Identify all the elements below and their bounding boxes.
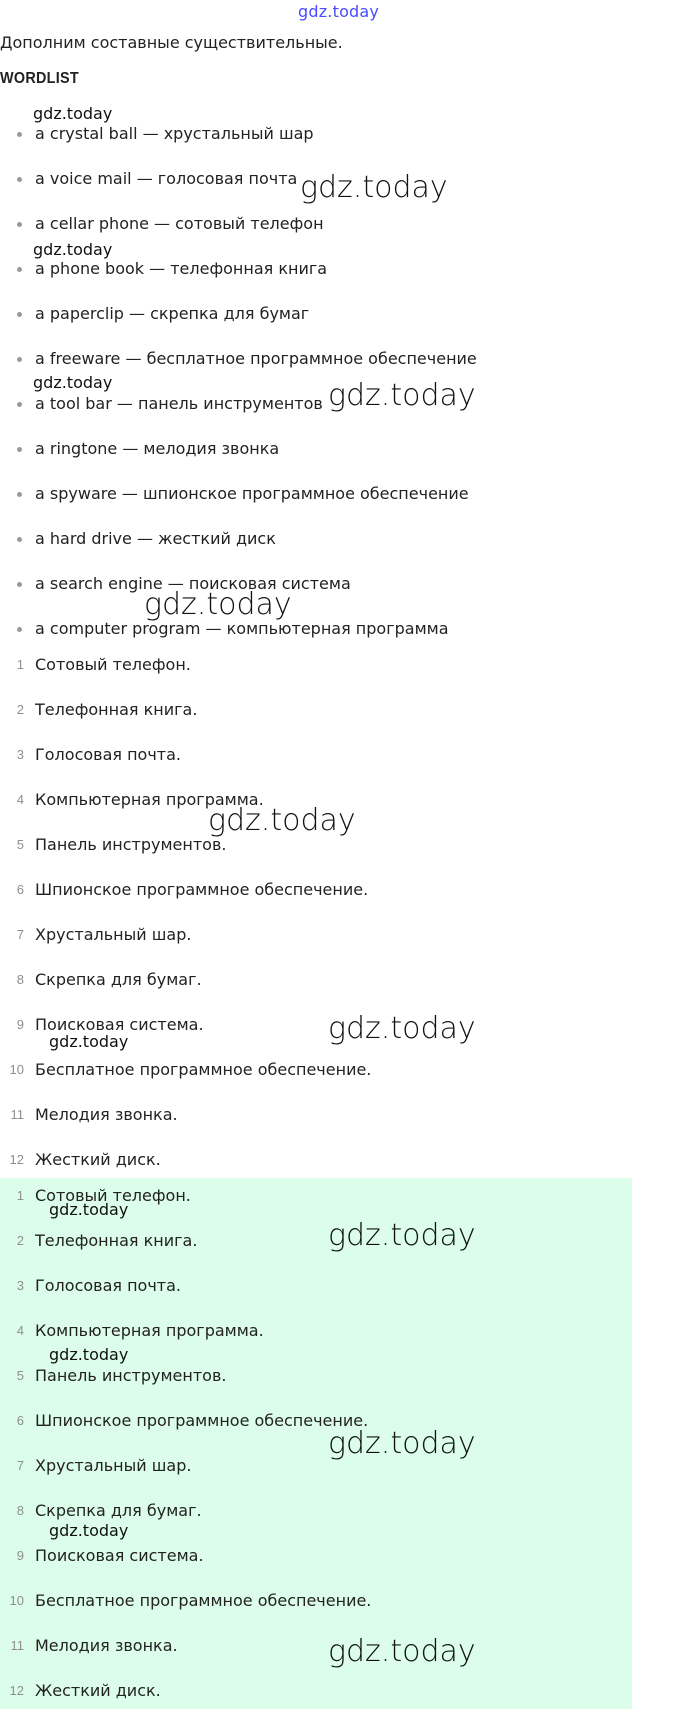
wordlist-item-text: a search engine — поисковая система (35, 574, 351, 593)
watermark: gdz.today (328, 378, 476, 413)
item-number: 5 (16, 837, 24, 852)
watermark: gdz.today (300, 170, 448, 205)
exercise-item-text: Телефонная книга. (35, 700, 198, 719)
wordlist-item-text: a voice mail — голосовая почта (35, 169, 298, 188)
exercise-item-text: Голосовая почта. (35, 745, 182, 764)
bullet-icon (17, 222, 22, 227)
answer-item-text: Телефонная книга. (35, 1231, 198, 1250)
wordlist-item-text: a ringtone — мелодия звонка (35, 439, 280, 458)
answer-item-text: Поисковая система. (35, 1546, 204, 1565)
watermark: gdz.today (328, 1011, 476, 1046)
watermark: gdz.today (328, 1218, 476, 1253)
item-number: 11 (10, 1107, 24, 1122)
watermark: gdz.today (33, 104, 113, 123)
answer-item-text: Мелодия звонка. (35, 1636, 178, 1655)
bullet-icon (17, 537, 22, 542)
exercise-item-text: Шпионское программное обеспечение. (35, 880, 369, 899)
exercise-item-text: Панель инструментов. (35, 835, 227, 854)
item-number: 2 (16, 702, 24, 717)
answer-item-text: Хрустальный шар. (35, 1456, 192, 1475)
watermark: gdz.today (33, 240, 113, 259)
watermark: gdz.today (49, 1032, 129, 1051)
wordlist-item-text: a hard drive — жесткий диск (35, 529, 276, 548)
exercise-item-text: Скрепка для бумаг. (35, 970, 202, 989)
item-number: 8 (16, 972, 24, 987)
exercise-item-text: Компьютерная программа. (35, 790, 264, 809)
exercise-item-text: Сотовый телефон. (35, 655, 191, 674)
item-number: 7 (16, 927, 24, 942)
watermark: gdz.today (49, 1200, 129, 1219)
bullet-icon (17, 312, 22, 317)
exercise-item-text: Поисковая система. (35, 1015, 204, 1034)
item-number: 4 (16, 1323, 24, 1338)
watermark: gdz.today (208, 803, 356, 838)
intro-text: Дополним составные существительные. (0, 33, 343, 52)
item-number: 9 (16, 1548, 24, 1563)
answer-item-text: Сотовый телефон. (35, 1186, 191, 1205)
item-number: 1 (16, 657, 24, 672)
watermark: gdz.today (328, 1426, 476, 1461)
bullet-icon (17, 447, 22, 452)
watermark: gdz.today (49, 1521, 129, 1540)
answer-item-text: Бесплатное программное обеспечение. (35, 1591, 372, 1610)
site-logo[interactable]: gdz.today (298, 2, 380, 21)
item-number: 9 (16, 1017, 24, 1032)
item-number: 12 (9, 1683, 24, 1698)
answer-item-text: Скрепка для бумаг. (35, 1501, 202, 1520)
item-number: 1 (16, 1188, 24, 1203)
watermark: gdz.today (328, 1634, 476, 1669)
item-number: 10 (9, 1593, 24, 1608)
bullet-icon (17, 627, 22, 632)
bullet-icon (17, 177, 22, 182)
answer-item-text: Голосовая почта. (35, 1276, 182, 1295)
answer-item-text: Компьютерная программа. (35, 1321, 264, 1340)
item-number: 7 (16, 1458, 24, 1473)
bullet-icon (17, 492, 22, 497)
bullet-icon (17, 402, 22, 407)
exercise-item-text: Жесткий диск. (35, 1150, 161, 1169)
watermark: gdz.today (33, 373, 113, 392)
bullet-icon (17, 357, 22, 362)
wordlist-item-text: a phone book — телефонная книга (35, 259, 328, 278)
answer-block (0, 1178, 632, 1709)
answer-item-text: Шпионское программное обеспечение. (35, 1411, 369, 1430)
item-number: 10 (9, 1062, 24, 1077)
item-number: 11 (10, 1638, 24, 1653)
item-number: 8 (16, 1503, 24, 1518)
wordlist-item-text: a computer program — компьютерная программа (35, 619, 449, 638)
item-number: 2 (16, 1233, 24, 1248)
item-number: 3 (16, 747, 24, 762)
wordlist-item-text: a cellar phone — сотовый телефон (35, 214, 324, 233)
item-number: 5 (16, 1368, 24, 1383)
item-number: 6 (16, 882, 24, 897)
wordlist-item-text: a spyware — шпионское программное обеспечение (35, 484, 469, 503)
watermark: gdz.today (49, 1345, 129, 1364)
bullet-icon (17, 132, 22, 137)
wordlist-heading: WORDLIST (0, 70, 79, 87)
wordlist-item-text: a freeware — бесплатное программное обеспечение (35, 349, 477, 368)
item-number: 6 (16, 1413, 24, 1428)
wordlist-item-text: a paperclip — скрепка для бумаг (35, 304, 310, 323)
answer-item-text: Панель инструментов. (35, 1366, 227, 1385)
wordlist-item-text: a crystal ball — хрустальный шар (35, 124, 314, 143)
watermark: gdz.today (144, 587, 292, 622)
exercise-item-text: Хрустальный шар. (35, 925, 192, 944)
wordlist-item-text: a tool bar — панель инструментов (35, 394, 323, 413)
exercise-item-text: Бесплатное программное обеспечение. (35, 1060, 372, 1079)
item-number: 12 (9, 1152, 24, 1167)
bullet-icon (17, 267, 22, 272)
exercise-item-text: Мелодия звонка. (35, 1105, 178, 1124)
bullet-icon (17, 582, 22, 587)
answer-item-text: Жесткий диск. (35, 1681, 161, 1700)
item-number: 4 (16, 792, 24, 807)
item-number: 3 (16, 1278, 24, 1293)
